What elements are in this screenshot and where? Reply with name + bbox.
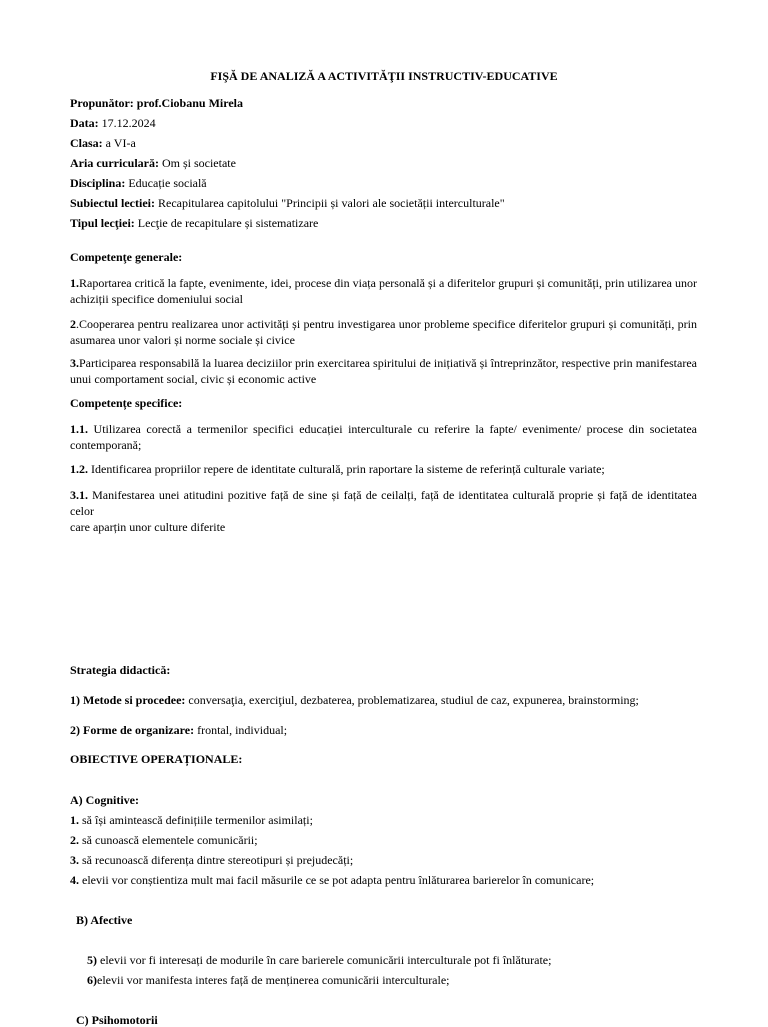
meta-proposer — [70, 96, 243, 110]
item-number: 3. — [70, 356, 79, 370]
cognitive-heading: A) Cognitive: — [70, 793, 139, 807]
item-number: 3. — [70, 853, 79, 867]
item-text-line2: care aparțin unor culture diferite — [70, 520, 226, 534]
item-text-line1: Raportarea critică la fapte, evenimente, idei, procese din viața personală și a diferitelor grupuri și comunități, prin utilizarea unor — [79, 276, 697, 290]
meta-curricular-area — [70, 156, 236, 170]
item-text: să își amintească definițiile termenilor asimilați; — [79, 813, 313, 827]
objectives-heading: OBIECTIVE OPERAȚIONALE: — [70, 752, 243, 766]
affective-objective — [87, 973, 450, 987]
cognitive-objective — [70, 853, 353, 867]
item-text-line1: Utilizarea corectă a termenilor specifici educației interculturale cu referire la fapte/ evenimente/ procese din societatea — [88, 422, 697, 436]
cognitive-objective — [70, 833, 258, 847]
item-number: 1.1. — [70, 422, 88, 436]
meta-label: Subiectul lectiei: — [70, 196, 155, 210]
meta-value: Educație socială — [125, 176, 207, 190]
general-competence-item — [70, 316, 697, 348]
meta-value: Om și societate — [158, 156, 236, 170]
specific-competences-heading: Competențe specifice: — [70, 396, 183, 410]
item-text-line1: .Cooperarea pentru realizarea unor activități și pentru investigarea unor probleme specifice diferitelor grupuri și comunități, prin — [76, 317, 697, 331]
meta-label: Disciplina: — [70, 176, 126, 190]
item-text-line2: unui comportament social, civic și economic active — [70, 372, 317, 386]
affective-objective — [87, 953, 551, 967]
item-number: 5) — [87, 953, 97, 967]
item-number: 4. — [70, 873, 79, 887]
item-number: 1. — [70, 276, 79, 290]
item-text-line2: asumarea unor valori și norme sociale și civice — [70, 333, 295, 347]
meta-value: Recapitularea capitolului "Principii și valori ale societății interculturale" — [154, 196, 505, 210]
meta-lesson-type — [70, 216, 318, 230]
strategy-methods — [70, 693, 639, 707]
item-text: să recunoască diferența dintre stereotipuri și prejudecăți; — [79, 853, 354, 867]
meta-class — [70, 136, 136, 150]
methods-label: 1) Metode si procedee: — [70, 693, 186, 707]
methods-value: conversaţia, exerciţiul, dezbaterea, problematizarea, studiul de caz, expunerea, brainstorming; — [185, 693, 639, 707]
meta-label: Data: — [70, 116, 99, 130]
meta-label: Propunător: prof.Ciobanu Mirela — [70, 96, 244, 110]
item-text: să cunoască elementele comunicării; — [79, 833, 258, 847]
forms-label: 2) Forme de organizare: — [70, 723, 195, 737]
item-number: 6) — [87, 973, 97, 987]
item-text: elevii vor conștientiza mult mai facil măsurile ce se pot adapta pentru înlăturarea barierelor în comunicare; — [79, 873, 595, 887]
meta-discipline — [70, 176, 207, 190]
item-text-line2: contemporană; — [70, 438, 142, 452]
item-text-line1: Identificarea propriilor repere de identitate culturală, prin raportare la sisteme de referință culturale variate; — [88, 462, 605, 476]
item-text-line1: Participarea responsabilă la luarea deciziilor prin exercitarea spiritului de inițiativă și întreprinzător, respective prin manifestarea — [79, 356, 697, 370]
document-title: FIŞĂ DE ANALIZĂ A ACTIVITĂŢII INSTRUCTIV-EDUCATIVE — [210, 69, 558, 83]
meta-value: 17.12.2024 — [98, 116, 156, 130]
meta-label: Aria curriculară: — [70, 156, 159, 170]
meta-lesson-subject — [70, 196, 505, 210]
item-number: 1.2. — [70, 462, 88, 476]
affective-heading: B) Afective — [76, 913, 133, 927]
meta-label: Clasa: — [70, 136, 103, 150]
item-number: 3.1. — [70, 488, 88, 502]
item-text: elevii vor manifesta interes față de menținerea comunicării interculturale; — [97, 973, 450, 987]
specific-competence-item — [70, 487, 697, 535]
specific-competence-item — [70, 421, 697, 453]
item-number: 2. — [70, 833, 79, 847]
item-text-line1: Manifestarea unei atitudini pozitive față de sine și față de ceilalți, față de identitatea culturală proprie și față de identitatea celor — [70, 488, 697, 518]
item-number: 1. — [70, 813, 79, 827]
strategy-heading: Strategia didactică: — [70, 663, 171, 677]
item-text: elevii vor fi interesați de modurile în care barierele comunicării interculturale pot fi înlăturate; — [97, 953, 552, 967]
strategy-forms — [70, 723, 287, 737]
cognitive-objective — [70, 813, 313, 827]
specific-competence-item — [70, 462, 605, 476]
item-text-line2: achiziții specifice domeniului social — [70, 292, 243, 306]
meta-label: Tipul lecţiei: — [70, 216, 135, 230]
general-competences-heading: Competenţe generale: — [70, 250, 183, 264]
psychomotor-heading: C) Psihomotorii — [76, 1013, 158, 1027]
item-number: 2 — [70, 317, 76, 331]
cognitive-objective — [70, 873, 594, 887]
meta-value: a VI-a — [102, 136, 136, 150]
meta-date — [70, 116, 156, 130]
meta-value: Lecţie de recapitulare și sistematizare — [134, 216, 319, 230]
forms-value: frontal, individual; — [194, 723, 288, 737]
general-competence-item — [70, 275, 697, 307]
general-competence-item — [70, 355, 697, 387]
